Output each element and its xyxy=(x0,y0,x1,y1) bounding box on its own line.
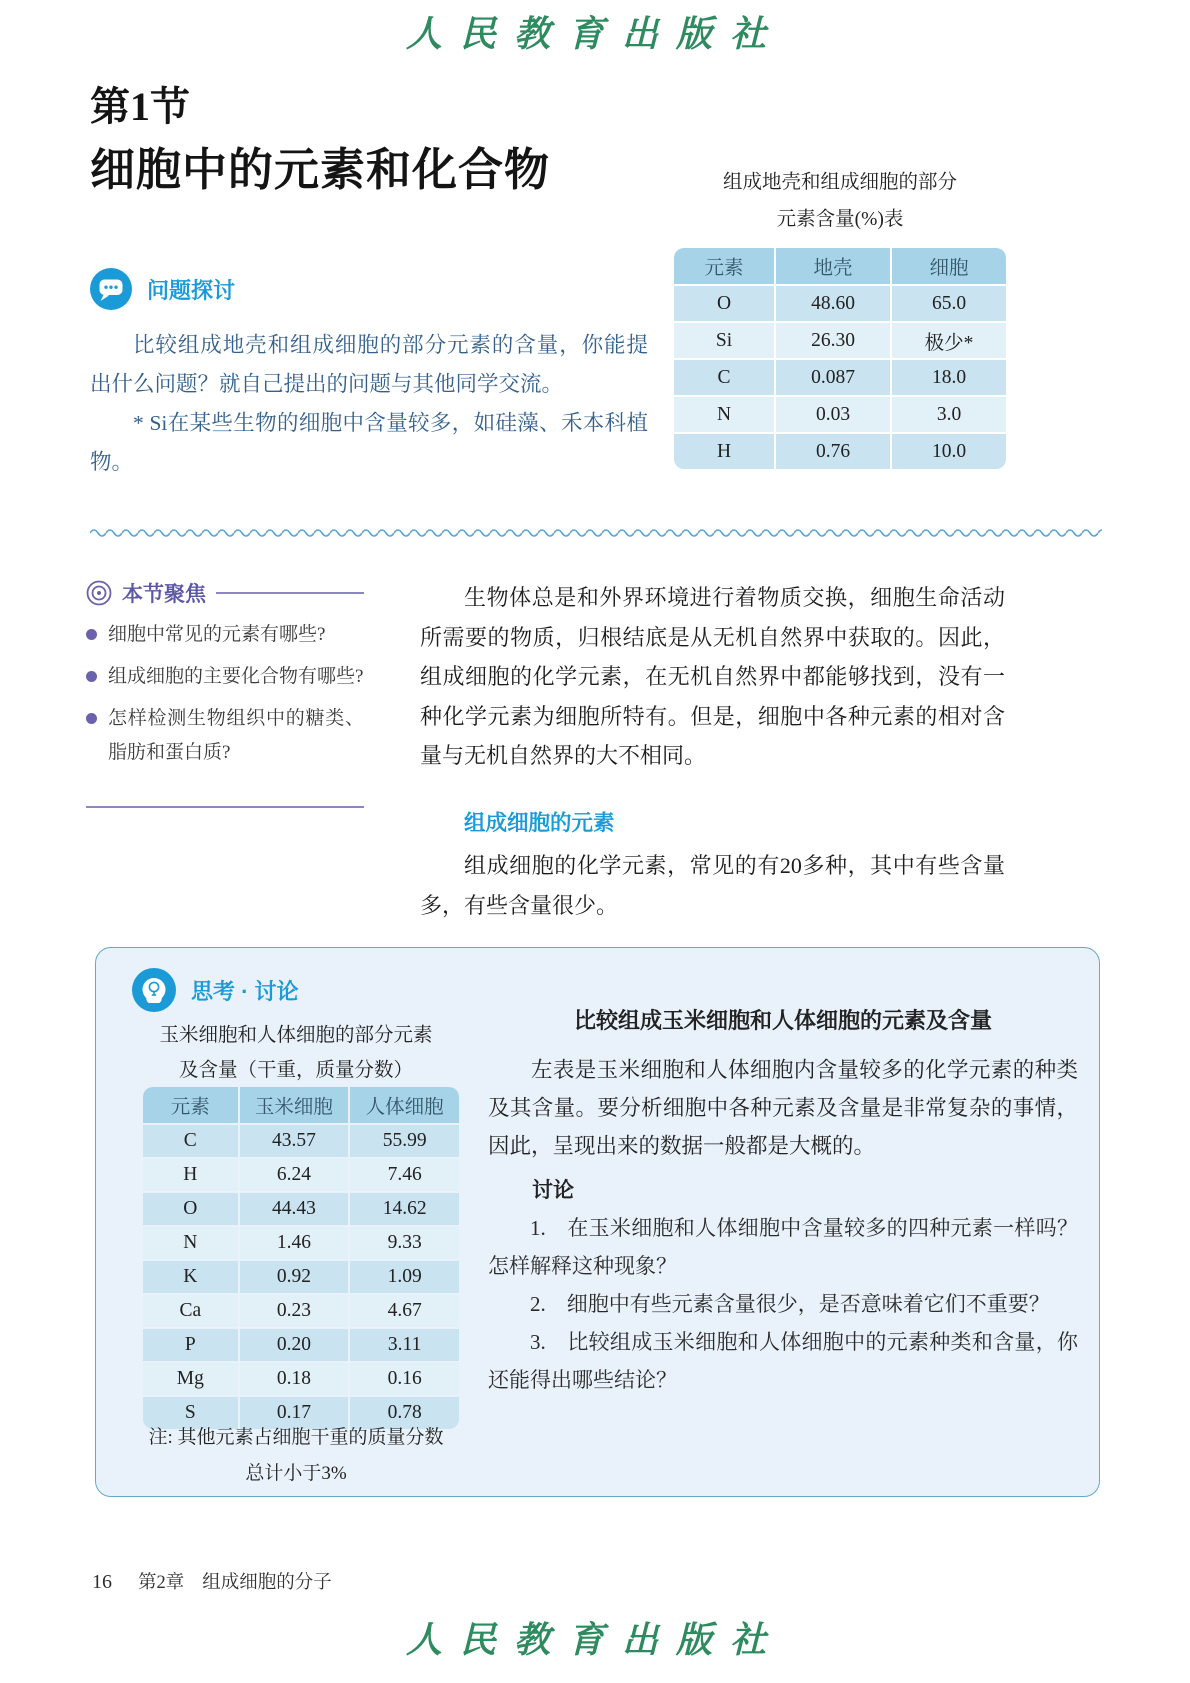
think-discuss-header xyxy=(132,968,299,1012)
cell: P xyxy=(143,1329,238,1361)
table-note xyxy=(114,1420,478,1492)
cell: N xyxy=(674,397,774,432)
section-name: 细胞中的元素和化合物 xyxy=(90,145,551,195)
corn-human-table-block xyxy=(141,1085,461,1431)
wavy-divider xyxy=(90,524,1102,538)
cell: 7.46 xyxy=(350,1159,459,1191)
cell: 极少* xyxy=(892,323,1006,358)
discuss-item-2: 2. 细胞中有些元素含量很少，是否意味着它们不重要？ xyxy=(530,1292,1050,1316)
cell: 55.99 xyxy=(350,1125,459,1157)
cell: 0.17 xyxy=(240,1397,349,1429)
cell: Ca xyxy=(143,1295,238,1327)
chapter-title: 组成细胞的分子 xyxy=(202,1573,332,1593)
problem-discussion-label: 问题探讨 xyxy=(147,277,236,303)
cell: C xyxy=(674,360,774,395)
table-row xyxy=(143,1125,459,1157)
chapter-label: 第2章 xyxy=(138,1573,185,1593)
focus-rule xyxy=(216,592,364,594)
cell: N xyxy=(143,1227,238,1259)
cell: 0.23 xyxy=(240,1295,349,1327)
note-line2: 总计小于3% xyxy=(245,1463,347,1484)
discuss-item-1: 1. 在玉米细胞和人体细胞中含量较多的四种元素一样吗？怎样解释这种现象？ xyxy=(488,1216,1078,1278)
cell: 14.62 xyxy=(350,1193,459,1225)
caption-line1: 玉米细胞和人体细胞的部分元素 xyxy=(159,1025,433,1046)
bullet-icon xyxy=(86,671,97,682)
table-row xyxy=(143,1193,459,1225)
table-header-row xyxy=(674,248,1006,284)
cell: 44.43 xyxy=(240,1193,349,1225)
cell: 0.087 xyxy=(776,360,890,395)
cell: 0.92 xyxy=(240,1261,349,1293)
table-row xyxy=(143,1227,459,1259)
focus-target-icon xyxy=(86,580,112,606)
section-focus-header xyxy=(86,578,364,608)
cell: 18.0 xyxy=(892,360,1006,395)
body-paragraph-1: 生物体总是和外界环境进行着物质交换，细胞生命活动所需要的物质，归根结底是从无机自然界中获取的。因此，组成细胞的化学元素，在无机自然界中都能够找到，没有一种化学元素为细胞所特有。但是，细胞中各种元素的相对含量与无机自然界的大不相同。 xyxy=(420,585,1005,768)
body-paragraph-2: 组成细胞的化学元素，常见的有20多种，其中有些含量多，有些含量很少。 xyxy=(420,853,1005,918)
publisher-logo-top: 人民教育出版社 xyxy=(405,13,784,55)
table-row xyxy=(143,1159,459,1191)
cell: O xyxy=(674,286,774,321)
cell: 0.76 xyxy=(776,434,890,469)
cell: H xyxy=(143,1159,238,1191)
focus-item-text: 细胞中常见的元素有哪些? xyxy=(108,624,326,645)
cell: 1.46 xyxy=(240,1227,349,1259)
cell: 3.0 xyxy=(892,397,1006,432)
cell: 6.24 xyxy=(240,1159,349,1191)
page-footer xyxy=(92,1568,332,1594)
crust-cell-table-block xyxy=(672,164,1008,471)
focus-bottom-rule xyxy=(86,806,364,808)
cell: H xyxy=(674,434,774,469)
cell: K xyxy=(143,1261,238,1293)
think-bulb-icon xyxy=(132,968,176,1012)
section-title xyxy=(90,82,550,198)
list-item xyxy=(86,702,364,770)
table-row xyxy=(143,1261,459,1293)
col-header-cell: 细胞 xyxy=(892,248,1006,284)
caption-line2: 及含量（干重，质量分数） xyxy=(178,1060,413,1081)
cell: 48.60 xyxy=(776,286,890,321)
compare-title: 比较组成玉米细胞和人体细胞的元素及含量 xyxy=(573,1008,992,1033)
table-row xyxy=(143,1329,459,1361)
corn-human-table-caption xyxy=(114,1018,478,1088)
list-item xyxy=(86,660,364,694)
discuss-item-3: 3. 比较组成玉米细胞和人体细胞中的元素种类和含量，你还能得出哪些结论？ xyxy=(488,1330,1078,1392)
page-number: 16 xyxy=(92,1571,112,1593)
cell: 0.18 xyxy=(240,1363,349,1395)
problem-discussion-header xyxy=(90,268,235,310)
cell: 1.09 xyxy=(350,1261,459,1293)
table-row xyxy=(674,323,1006,358)
col-header-element: 元素 xyxy=(143,1087,238,1123)
cell: Si xyxy=(674,323,774,358)
cell: 9.33 xyxy=(350,1227,459,1259)
compare-paragraph: 左表是玉米细胞和人体细胞内含量较多的化学元素的种类及其含量。要分析细胞中各种元素及含量是非常复杂的事情，因此，呈现出来的数据一般都是大概的。 xyxy=(488,1058,1078,1158)
cell: 3.11 xyxy=(350,1329,459,1361)
subsection-heading: 组成细胞的元素 xyxy=(464,811,615,835)
speech-bubble-icon xyxy=(90,268,132,310)
crust-caption-line2: 元素含量(%)表 xyxy=(776,209,904,230)
think-discuss-label: 思考 · 讨论 xyxy=(191,978,299,1004)
cell: S xyxy=(143,1397,238,1429)
cell: 0.78 xyxy=(350,1397,459,1429)
section-focus-label: 本节聚焦 xyxy=(122,583,206,606)
cell: 0.03 xyxy=(776,397,890,432)
cell: Mg xyxy=(143,1363,238,1395)
cell: C xyxy=(143,1125,238,1157)
section-number: 第1节 xyxy=(90,84,190,129)
col-header-human: 人体细胞 xyxy=(350,1087,459,1123)
problem-discussion-para1: 比较组成地壳和组成细胞的部分元素的含量，你能提出什么问题？就自己提出的问题与其他同学交流。 xyxy=(90,333,648,396)
table-row xyxy=(143,1363,459,1395)
cell: 10.0 xyxy=(892,434,1006,469)
table-row xyxy=(674,360,1006,395)
chapter-info xyxy=(138,1568,332,1594)
note-line1: 注: 其他元素占细胞干重的质量分数 xyxy=(148,1427,444,1448)
cell: O xyxy=(143,1193,238,1225)
crust-cell-table xyxy=(672,246,1008,471)
table-row xyxy=(674,397,1006,432)
discuss-label: 讨论 xyxy=(532,1179,574,1202)
cell: 0.16 xyxy=(350,1363,459,1395)
corn-human-table xyxy=(141,1085,461,1431)
col-header-crust: 地壳 xyxy=(776,248,890,284)
crust-table-caption xyxy=(672,164,1008,238)
focus-item-text: 怎样检测生物组织中的糖类、脂肪和蛋白质? xyxy=(108,708,364,763)
cell: 4.67 xyxy=(350,1295,459,1327)
think-discuss-right-column xyxy=(488,1004,1078,1399)
table-row xyxy=(674,286,1006,321)
table-row xyxy=(143,1295,459,1327)
think-discuss-box xyxy=(95,947,1100,1497)
cell: 26.30 xyxy=(776,323,890,358)
focus-item-text: 组成细胞的主要化合物有哪些? xyxy=(108,666,364,687)
bullet-icon xyxy=(86,713,97,724)
publisher-logo-bottom: 人民教育出版社 xyxy=(405,1619,784,1661)
cell: 43.57 xyxy=(240,1125,349,1157)
problem-discussion-para2: * Si在某些生物的细胞中含量较多，如硅藻、禾本科植物。 xyxy=(90,411,648,474)
col-header-corn: 玉米细胞 xyxy=(240,1087,349,1123)
table-row xyxy=(674,434,1006,469)
cell: 0.20 xyxy=(240,1329,349,1361)
cell: 65.0 xyxy=(892,286,1006,321)
crust-caption-line1: 组成地壳和组成细胞的部分 xyxy=(722,172,957,193)
section-focus-list xyxy=(86,618,364,778)
table-header-row xyxy=(143,1087,459,1123)
bullet-icon xyxy=(86,629,97,640)
col-header-element: 元素 xyxy=(674,248,774,284)
list-item xyxy=(86,618,364,652)
problem-discussion-text xyxy=(90,326,648,482)
